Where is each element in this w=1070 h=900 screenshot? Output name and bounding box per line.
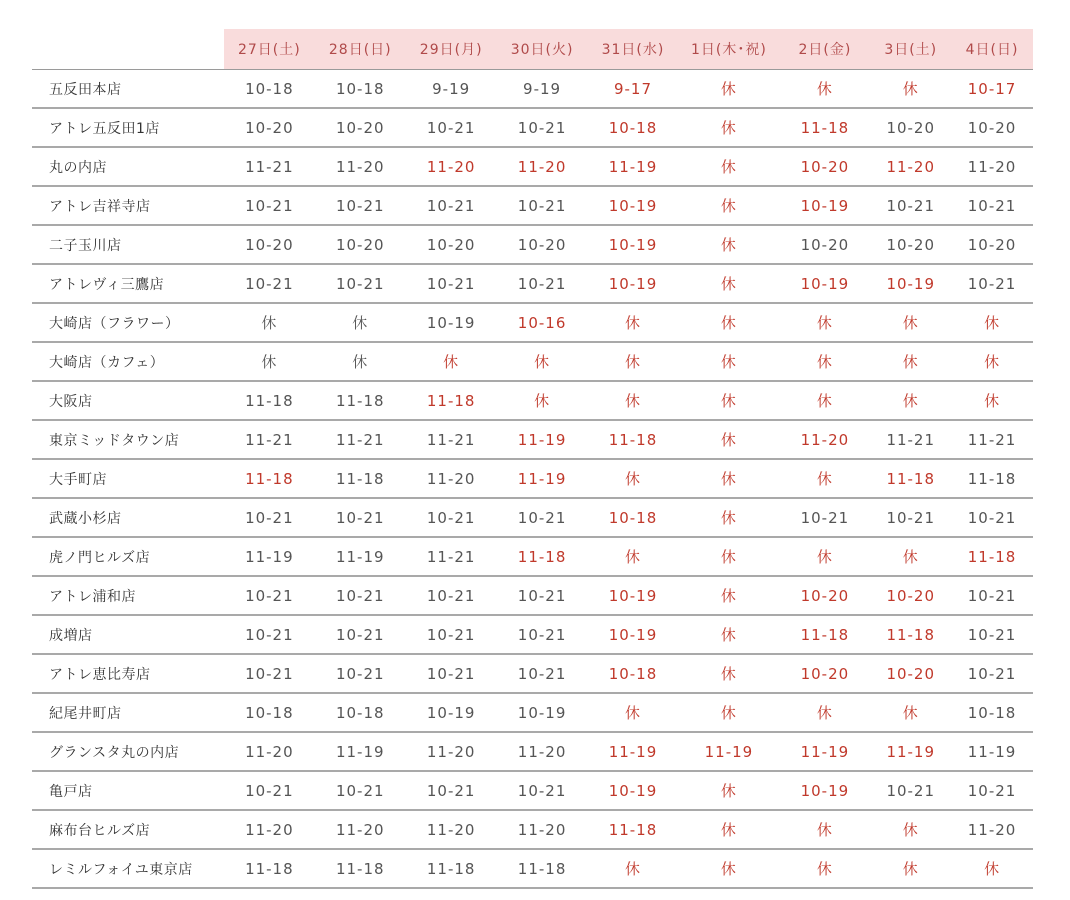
hours-cell: 10-18	[588, 108, 679, 147]
hours-cell: 休	[870, 849, 951, 888]
hours-cell: 11-20	[497, 732, 588, 771]
hours-cell: 休	[588, 303, 679, 342]
hours-cell: 休	[678, 810, 779, 849]
hours-cell: 10-20	[870, 654, 951, 693]
hours-cell: 11-19	[588, 732, 679, 771]
hours-cell: 10-21	[870, 498, 951, 537]
store-name: 大崎店（フラワー）	[32, 303, 224, 342]
hours-cell: 11-19	[224, 537, 315, 576]
hours-cell: 10-21	[224, 186, 315, 225]
hours-cell: 休	[678, 498, 779, 537]
hours-cell: 11-20	[406, 147, 497, 186]
hours-cell: 11-20	[406, 459, 497, 498]
store-name: 大崎店（カフェ）	[32, 342, 224, 381]
hours-cell: 11-18	[224, 849, 315, 888]
store-name: 丸の内店	[32, 147, 224, 186]
hours-cell: 11-20	[406, 810, 497, 849]
hours-cell: 11-18	[870, 615, 951, 654]
hours-cell: 11-20	[224, 810, 315, 849]
hours-cell: 10-21	[951, 654, 1033, 693]
hours-cell: 10-20	[779, 654, 870, 693]
store-name: 大手町店	[32, 459, 224, 498]
hours-cell: 休	[951, 303, 1033, 342]
hours-cell: 11-19	[315, 537, 406, 576]
hours-cell: 10-19	[406, 693, 497, 732]
hours-cell: 休	[951, 849, 1033, 888]
hours-cell: 10-21	[224, 615, 315, 654]
hours-cell: 10-18	[951, 693, 1033, 732]
table-row	[32, 459, 1033, 498]
hours-cell: 11-21	[870, 420, 951, 459]
hours-cell: 10-21	[224, 264, 315, 303]
hours-cell: 11-19	[588, 147, 679, 186]
hours-cell: 休	[678, 108, 779, 147]
hours-cell: 11-19	[870, 732, 951, 771]
table-row	[32, 108, 1033, 147]
hours-cell: 休	[779, 381, 870, 420]
date-header: 4日(日)	[951, 29, 1033, 70]
hours-cell: 11-19	[315, 732, 406, 771]
hours-cell: 10-19	[779, 186, 870, 225]
hours-cell: 10-21	[315, 654, 406, 693]
table-row	[32, 693, 1033, 732]
hours-cell: 11-18	[588, 420, 679, 459]
hours-cell: 休	[870, 70, 951, 109]
hours-cell: 11-18	[224, 459, 315, 498]
hours-cell: 10-19	[588, 771, 679, 810]
hours-cell: 休	[678, 303, 779, 342]
hours-cell: 11-20	[315, 810, 406, 849]
hours-cell: 休	[870, 342, 951, 381]
hours-cell: 11-20	[497, 810, 588, 849]
hours-cell: 10-19	[779, 771, 870, 810]
store-name: 紀尾井町店	[32, 693, 224, 732]
store-name: 虎ノ門ヒルズ店	[32, 537, 224, 576]
hours-cell: 10-20	[779, 225, 870, 264]
hours-cell: 11-21	[406, 537, 497, 576]
hours-cell: 10-20	[870, 576, 951, 615]
table-row	[32, 849, 1033, 888]
hours-cell: 10-21	[406, 654, 497, 693]
table-row	[32, 381, 1033, 420]
hours-cell: 休	[588, 693, 679, 732]
hours-cell: 10-19	[588, 225, 679, 264]
table-row	[32, 537, 1033, 576]
hours-cell: 休	[678, 342, 779, 381]
hours-cell: 10-19	[588, 615, 679, 654]
hours-cell: 10-18	[315, 70, 406, 109]
hours-cell: 休	[588, 849, 679, 888]
hours-cell: 休	[406, 342, 497, 381]
hours-cell: 10-20	[406, 225, 497, 264]
hours-cell: 10-20	[779, 576, 870, 615]
store-name: 麻布台ヒルズ店	[32, 810, 224, 849]
hours-cell: 休	[588, 459, 679, 498]
hours-cell: 休	[779, 70, 870, 109]
table-row	[32, 498, 1033, 537]
hours-cell: 10-20	[870, 225, 951, 264]
hours-cell: 10-21	[497, 108, 588, 147]
hours-cell: 休	[678, 654, 779, 693]
hours-cell: 10-18	[224, 70, 315, 109]
hours-cell: 11-19	[951, 732, 1033, 771]
date-header: 30日(火)	[497, 29, 588, 70]
store-name: アトレヴィ三鷹店	[32, 264, 224, 303]
hours-cell: 休	[779, 537, 870, 576]
store-name: 大阪店	[32, 381, 224, 420]
hours-cell: 10-21	[497, 498, 588, 537]
header-row	[32, 29, 1033, 70]
hours-cell: 10-20	[315, 225, 406, 264]
hours-cell: 10-20	[315, 108, 406, 147]
hours-cell: 10-19	[588, 264, 679, 303]
business-hours-table	[32, 29, 1033, 889]
hours-cell: 11-19	[497, 459, 588, 498]
hours-cell: 10-21	[870, 186, 951, 225]
store-name: 亀戸店	[32, 771, 224, 810]
hours-cell: 10-19	[779, 264, 870, 303]
hours-cell: 11-18	[497, 849, 588, 888]
hours-cell: 休	[779, 849, 870, 888]
table-row	[32, 342, 1033, 381]
table-row	[32, 576, 1033, 615]
store-name: アトレ五反田1店	[32, 108, 224, 147]
hours-cell: 休	[870, 810, 951, 849]
hours-cell: 11-20	[951, 147, 1033, 186]
hours-cell: 11-21	[951, 420, 1033, 459]
hours-cell: 10-21	[224, 576, 315, 615]
hours-cell: 10-21	[951, 615, 1033, 654]
hours-cell: 10-21	[406, 576, 497, 615]
hours-cell: 休	[870, 693, 951, 732]
hours-cell: 10-21	[315, 576, 406, 615]
table-row	[32, 186, 1033, 225]
table-row	[32, 225, 1033, 264]
hours-cell: 休	[870, 381, 951, 420]
hours-cell: 10-18	[588, 498, 679, 537]
hours-cell: 休	[315, 342, 406, 381]
hours-cell: 10-21	[315, 264, 406, 303]
hours-cell: 11-20	[779, 420, 870, 459]
hours-cell: 11-18	[406, 849, 497, 888]
hours-cell: 11-18	[951, 459, 1033, 498]
hours-cell: 9-19	[406, 70, 497, 109]
hours-cell: 休	[315, 303, 406, 342]
hours-cell: 10-20	[951, 225, 1033, 264]
hours-cell: 11-18	[779, 108, 870, 147]
hours-cell: 10-21	[406, 615, 497, 654]
hours-cell: 11-18	[315, 849, 406, 888]
hours-cell: 11-20	[497, 147, 588, 186]
header-corner	[32, 29, 224, 70]
hours-cell: 11-20	[870, 147, 951, 186]
hours-cell: 11-20	[951, 810, 1033, 849]
hours-cell: 休	[678, 186, 779, 225]
hours-cell: 10-19	[870, 264, 951, 303]
store-name: レミルフォイユ東京店	[32, 849, 224, 888]
hours-cell: 10-20	[497, 225, 588, 264]
hours-cell: 10-19	[406, 303, 497, 342]
hours-cell: 10-19	[588, 576, 679, 615]
hours-cell: 11-18	[315, 381, 406, 420]
hours-cell: 休	[588, 381, 679, 420]
hours-cell: 休	[497, 342, 588, 381]
date-header: 27日(土)	[224, 29, 315, 70]
hours-cell: 10-21	[779, 498, 870, 537]
hours-cell: 10-21	[951, 771, 1033, 810]
hours-cell: 10-21	[951, 186, 1033, 225]
hours-cell: 10-18	[588, 654, 679, 693]
date-header: 29日(月)	[406, 29, 497, 70]
hours-cell: 11-21	[315, 420, 406, 459]
date-header: 1日(木･祝)	[678, 29, 779, 70]
hours-cell: 10-21	[224, 654, 315, 693]
hours-cell: 休	[779, 810, 870, 849]
hours-cell: 休	[678, 420, 779, 459]
hours-cell: 休	[678, 70, 779, 109]
table-row	[32, 303, 1033, 342]
hours-cell: 休	[779, 303, 870, 342]
hours-cell: 10-21	[951, 498, 1033, 537]
hours-cell: 休	[678, 771, 779, 810]
store-name: 武蔵小杉店	[32, 498, 224, 537]
hours-cell: 11-19	[678, 732, 779, 771]
hours-cell: 11-18	[870, 459, 951, 498]
hours-cell: 10-21	[406, 771, 497, 810]
hours-cell: 11-20	[406, 732, 497, 771]
date-header: 28日(日)	[315, 29, 406, 70]
table-row	[32, 771, 1033, 810]
hours-cell: 休	[497, 381, 588, 420]
hours-cell: 10-21	[497, 771, 588, 810]
hours-cell: 11-21	[224, 420, 315, 459]
hours-cell: 10-21	[406, 264, 497, 303]
hours-cell: 10-21	[951, 576, 1033, 615]
hours-cell: 休	[951, 381, 1033, 420]
hours-cell: 11-18	[951, 537, 1033, 576]
hours-cell: 休	[588, 537, 679, 576]
table-row	[32, 264, 1033, 303]
hours-cell: 休	[678, 459, 779, 498]
hours-cell: 10-21	[497, 186, 588, 225]
table-header	[32, 29, 1033, 70]
store-name: アトレ恵比寿店	[32, 654, 224, 693]
hours-cell: 休	[951, 342, 1033, 381]
hours-cell: 休	[870, 537, 951, 576]
hours-cell: 10-18	[224, 693, 315, 732]
hours-cell: 10-21	[497, 264, 588, 303]
store-name: 二子玉川店	[32, 225, 224, 264]
hours-cell: 11-21	[224, 147, 315, 186]
hours-cell: 10-20	[224, 108, 315, 147]
hours-cell: 9-19	[497, 70, 588, 109]
hours-cell: 10-21	[315, 186, 406, 225]
hours-cell: 11-18	[588, 810, 679, 849]
store-name: アトレ吉祥寺店	[32, 186, 224, 225]
hours-cell: 10-16	[497, 303, 588, 342]
hours-cell: 休	[678, 849, 779, 888]
hours-cell: 10-21	[497, 615, 588, 654]
hours-cell: 11-18	[406, 381, 497, 420]
hours-cell: 11-18	[779, 615, 870, 654]
hours-cell: 休	[678, 576, 779, 615]
hours-cell: 休	[678, 615, 779, 654]
hours-cell: 10-20	[779, 147, 870, 186]
hours-cell: 休	[678, 693, 779, 732]
date-header: 3日(土)	[870, 29, 951, 70]
hours-cell: 10-21	[224, 771, 315, 810]
hours-cell: 10-21	[315, 615, 406, 654]
hours-cell: 10-21	[406, 498, 497, 537]
hours-cell: 休	[678, 264, 779, 303]
hours-cell: 10-20	[870, 108, 951, 147]
table-row	[32, 147, 1033, 186]
hours-cell: 10-21	[406, 108, 497, 147]
hours-cell: 10-21	[224, 498, 315, 537]
hours-cell: 11-18	[224, 381, 315, 420]
hours-cell: 休	[870, 303, 951, 342]
hours-cell: 10-19	[497, 693, 588, 732]
hours-cell: 9-17	[588, 70, 679, 109]
hours-cell: 休	[779, 342, 870, 381]
store-name: 東京ミッドタウン店	[32, 420, 224, 459]
table-row	[32, 615, 1033, 654]
hours-cell: 10-21	[497, 654, 588, 693]
hours-cell: 休	[678, 225, 779, 264]
hours-cell: 10-21	[951, 264, 1033, 303]
hours-cell: 11-20	[315, 147, 406, 186]
hours-cell: 10-19	[588, 186, 679, 225]
hours-cell: 休	[224, 303, 315, 342]
store-name: 五反田本店	[32, 70, 224, 109]
table-row	[32, 654, 1033, 693]
hours-cell: 11-19	[779, 732, 870, 771]
store-name: アトレ浦和店	[32, 576, 224, 615]
hours-cell: 10-21	[497, 576, 588, 615]
hours-cell: 11-18	[315, 459, 406, 498]
hours-cell: 休	[779, 693, 870, 732]
hours-cell: 休	[224, 342, 315, 381]
hours-cell: 10-20	[951, 108, 1033, 147]
hours-cell: 10-17	[951, 70, 1033, 109]
hours-cell: 11-21	[406, 420, 497, 459]
hours-cell: 休	[678, 537, 779, 576]
table-row	[32, 732, 1033, 771]
hours-cell: 10-20	[224, 225, 315, 264]
hours-cell: 休	[779, 459, 870, 498]
table-row	[32, 810, 1033, 849]
hours-cell: 10-21	[870, 771, 951, 810]
hours-cell: 11-18	[497, 537, 588, 576]
store-name: グランスタ丸の内店	[32, 732, 224, 771]
date-header: 31日(水)	[588, 29, 679, 70]
hours-cell: 休	[678, 381, 779, 420]
hours-cell: 11-20	[224, 732, 315, 771]
hours-cell: 11-19	[497, 420, 588, 459]
hours-cell: 10-21	[406, 186, 497, 225]
hours-cell: 10-18	[315, 693, 406, 732]
hours-cell: 休	[678, 147, 779, 186]
date-header: 2日(金)	[779, 29, 870, 70]
hours-cell: 休	[588, 342, 679, 381]
table-row	[32, 70, 1033, 109]
table-body	[32, 70, 1033, 889]
store-name: 成増店	[32, 615, 224, 654]
table-row	[32, 420, 1033, 459]
hours-cell: 10-21	[315, 498, 406, 537]
hours-cell: 10-21	[315, 771, 406, 810]
